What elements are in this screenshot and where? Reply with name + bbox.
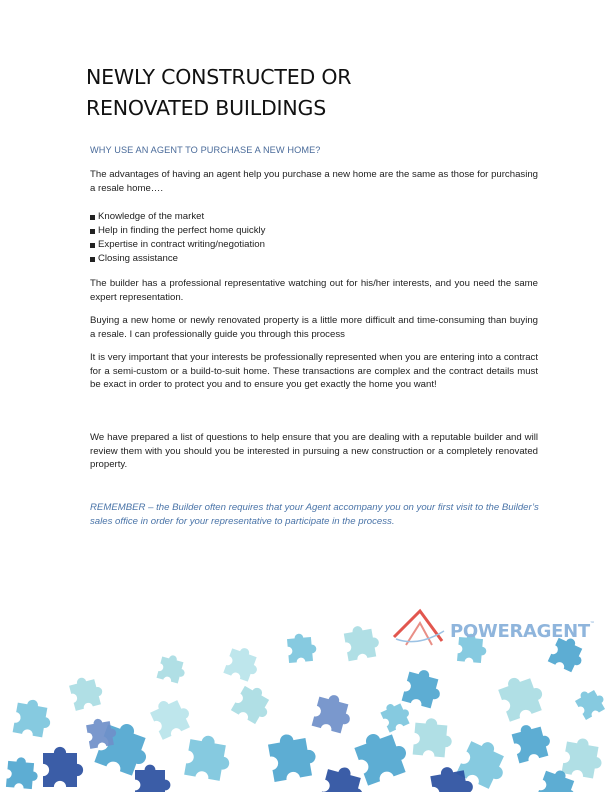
puzzle-piece-icon	[68, 673, 106, 711]
house-roof-a-icon	[388, 601, 448, 653]
power-agent-logo	[388, 601, 595, 653]
puzzle-piece-icon	[573, 685, 608, 720]
puzzle-piece-icon	[231, 682, 276, 727]
list-item-text: Closing assistance	[98, 253, 178, 264]
logo-word-power: POWER	[450, 621, 524, 642]
list-item-text: Help in finding the perfect home quickly	[98, 225, 266, 236]
logo-wordmark	[450, 621, 595, 642]
logo-word-agent: AGENT	[523, 621, 590, 642]
list-item-text: Expertise in contract writing/negotiation	[98, 239, 265, 250]
puzzle-piece-icon	[148, 693, 195, 740]
puzzle-piece-icon	[413, 717, 454, 758]
list-item-text: Knowledge of the market	[98, 211, 205, 222]
puzzle-piece-icon	[496, 670, 547, 721]
puzzle-piece-icon	[561, 736, 605, 780]
questions-paragraph: We have prepared a list of questions to help ensure that you are dealing with a reputable builder and will review them with you should you be interested in pursuing a new construction or a completely renovated property.	[90, 432, 538, 471]
section-subtitle: WHY USE AN AGENT TO PURCHASE A NEW HOME?	[90, 145, 321, 155]
title-line: RENOVATED BUILDINGS	[86, 96, 327, 120]
difficulty-paragraph: Buying a new home or newly renovated property is a little more difficult and time-consuming than buying a resale. I can professionally guide you through this process	[90, 315, 538, 340]
representation-paragraph: It is very important that your interests be professionally represented when you are entering into a contract for a semi-custom or a build-to-suit home. These transactions are complex and the contract details must be exact in order to protect you and to ensure you get exactly the home you want!	[90, 352, 538, 391]
puzzle-piece-icon	[43, 747, 83, 787]
puzzle-piece-icon	[510, 720, 553, 763]
builder-paragraph: The builder has a professional representative watching out for his/her interests, and you need the same expert representation.	[90, 278, 538, 303]
puzzle-piece-icon	[135, 765, 170, 792]
puzzle-piece-icon	[352, 725, 412, 785]
puzzle-piece-icon	[13, 697, 54, 738]
intro-paragraph: The advantages of having an agent help you purchase a new home are the same as those for purchasing a resale home….	[90, 169, 538, 194]
puzzle-piece-icon	[312, 691, 355, 734]
title-line: NEWLY CONSTRUCTED OR	[86, 65, 352, 89]
remember-note: REMEMBER – the Builder often requires that your Agent accompany you on your first visit to the Builder’s sales office in order for your representative to participate in the process.	[90, 502, 539, 527]
puzzle-piece-icon	[343, 623, 381, 661]
puzzle-piece-icon	[85, 716, 118, 749]
puzzle-piece-icon	[6, 756, 39, 789]
trademark-mark: ™	[589, 621, 595, 627]
puzzle-piece-icon	[184, 733, 233, 782]
puzzle-piece-icon	[267, 730, 319, 782]
puzzle-piece-icon	[157, 653, 189, 685]
puzzle-piece-icon	[319, 763, 368, 792]
puzzle-piece-icon	[287, 632, 318, 663]
puzzle-piece-icon	[379, 698, 414, 733]
puzzle-piece-icon	[223, 644, 262, 683]
puzzle-piece-icon	[402, 666, 445, 709]
